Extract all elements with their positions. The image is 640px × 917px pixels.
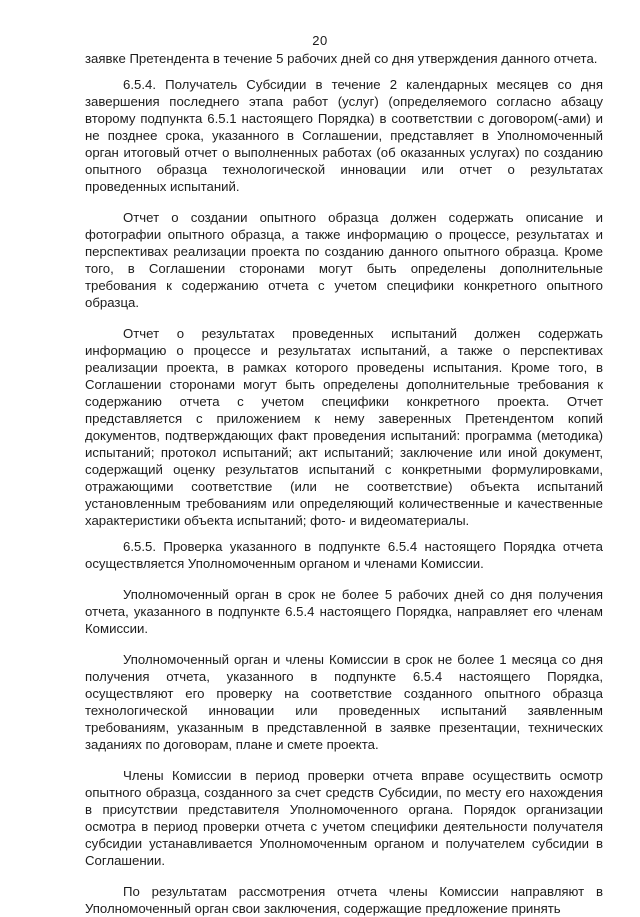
paragraph-prototype-report: Отчет о создании опытного образца должен содержать описание и фотографии опытного образца, а также информацию о процессе, результатах и перспективах реализации проекта по созданию данного опытного образца. Кроме того, в Соглашении сторонами могут быть определены дополнительные требования к содержанию отчета с учетом специфики конкретного опытного образца.: [85, 210, 603, 310]
page-number: 20: [312, 33, 328, 48]
paragraph-6-5-5: 6.5.5. Проверка указанного в подпункте 6.5.4 настоящего Порядка отчета осуществляется Уполномоченным органом и членами Комиссии.: [85, 539, 603, 571]
paragraph-conclusions: По результатам рассмотрения отчета члены Комиссии направляют в Уполномоченный орган свои заключения, содержащие предложение принять: [85, 884, 603, 916]
document-body: [85, 50, 603, 917]
paragraph-test-report: Отчет о результатах проведенных испытаний должен содержать информацию о процессе и результатах испытаний, а также о перспективах реализации проекта, в рамках которого проведены испытания. Кроме того, в Соглашении сторонами могут быть определены дополнительные требования к содержанию отчета с учетом специфики конкретного проекта. Отчет представляется с приложением к нему заверенных Претендентом копий документов, подтверждающих факт проведения испытаний: программа (методика) испытаний; протокол испытаний; акт испытаний; заключение или иной документ, содержащий оценку результатов испытаний с конкретными формулировками, отражающими соответствие (или не соответствие) объекта испытаний установленным требованиям или определяющий количественные и качественные характеристики объекта испытаний; фото- и видеоматериалы.: [85, 326, 603, 528]
paragraph-continuation: заявке Претендента в течение 5 рабочих дней со дня утверждения данного отчета.: [85, 51, 598, 66]
paragraph-forwarding: Уполномоченный орган в срок не более 5 рабочих дней со дня получения отчета, указанного в подпункте 6.5.4 настоящего Порядка, направляет его членам Комиссии.: [85, 587, 603, 636]
paragraph-6-5-4: 6.5.4. Получатель Субсидии в течение 2 календарных месяцев со дня завершения последнего этапа работ (услуг) (определяемого согласно абзацу второму подпункта 6.5.1 настоящего Порядка) в соответствии с договором(-ами) и не позднее срока, указанного в Соглашении, представляет в Уполномоченный орган итоговый отчет о выполненных работах (об оказанных услугах) по созданию опытного образца технологической инновации или отчет о результатах проведенных испытаний.: [85, 77, 603, 194]
paragraph-inspection: Члены Комиссии в период проверки отчета вправе осуществить осмотр опытного образца, созданного за счет средств Субсидии, по месту его нахождения в присутствии представителя Уполномоченного органа. Порядок организации осмотра в период проверки отчета с учетом специфики деятельности получателя субсидии устанавливается Уполномоченным органом и получателем субсидии в Соглашении.: [85, 768, 603, 868]
paragraph-verification: Уполномоченный орган и члены Комиссии в срок не более 1 месяца со дня получения отчета, указанного в подпункте 6.5.4 настоящего Порядка, осуществляют его проверку на соответствие созданного опытного образца технологической инновации или проведенных испытаний заявленным требованиям, указанным в представленной в заявке презентации, технических заданиях по договорам, плане и смете проекта.: [85, 652, 603, 752]
